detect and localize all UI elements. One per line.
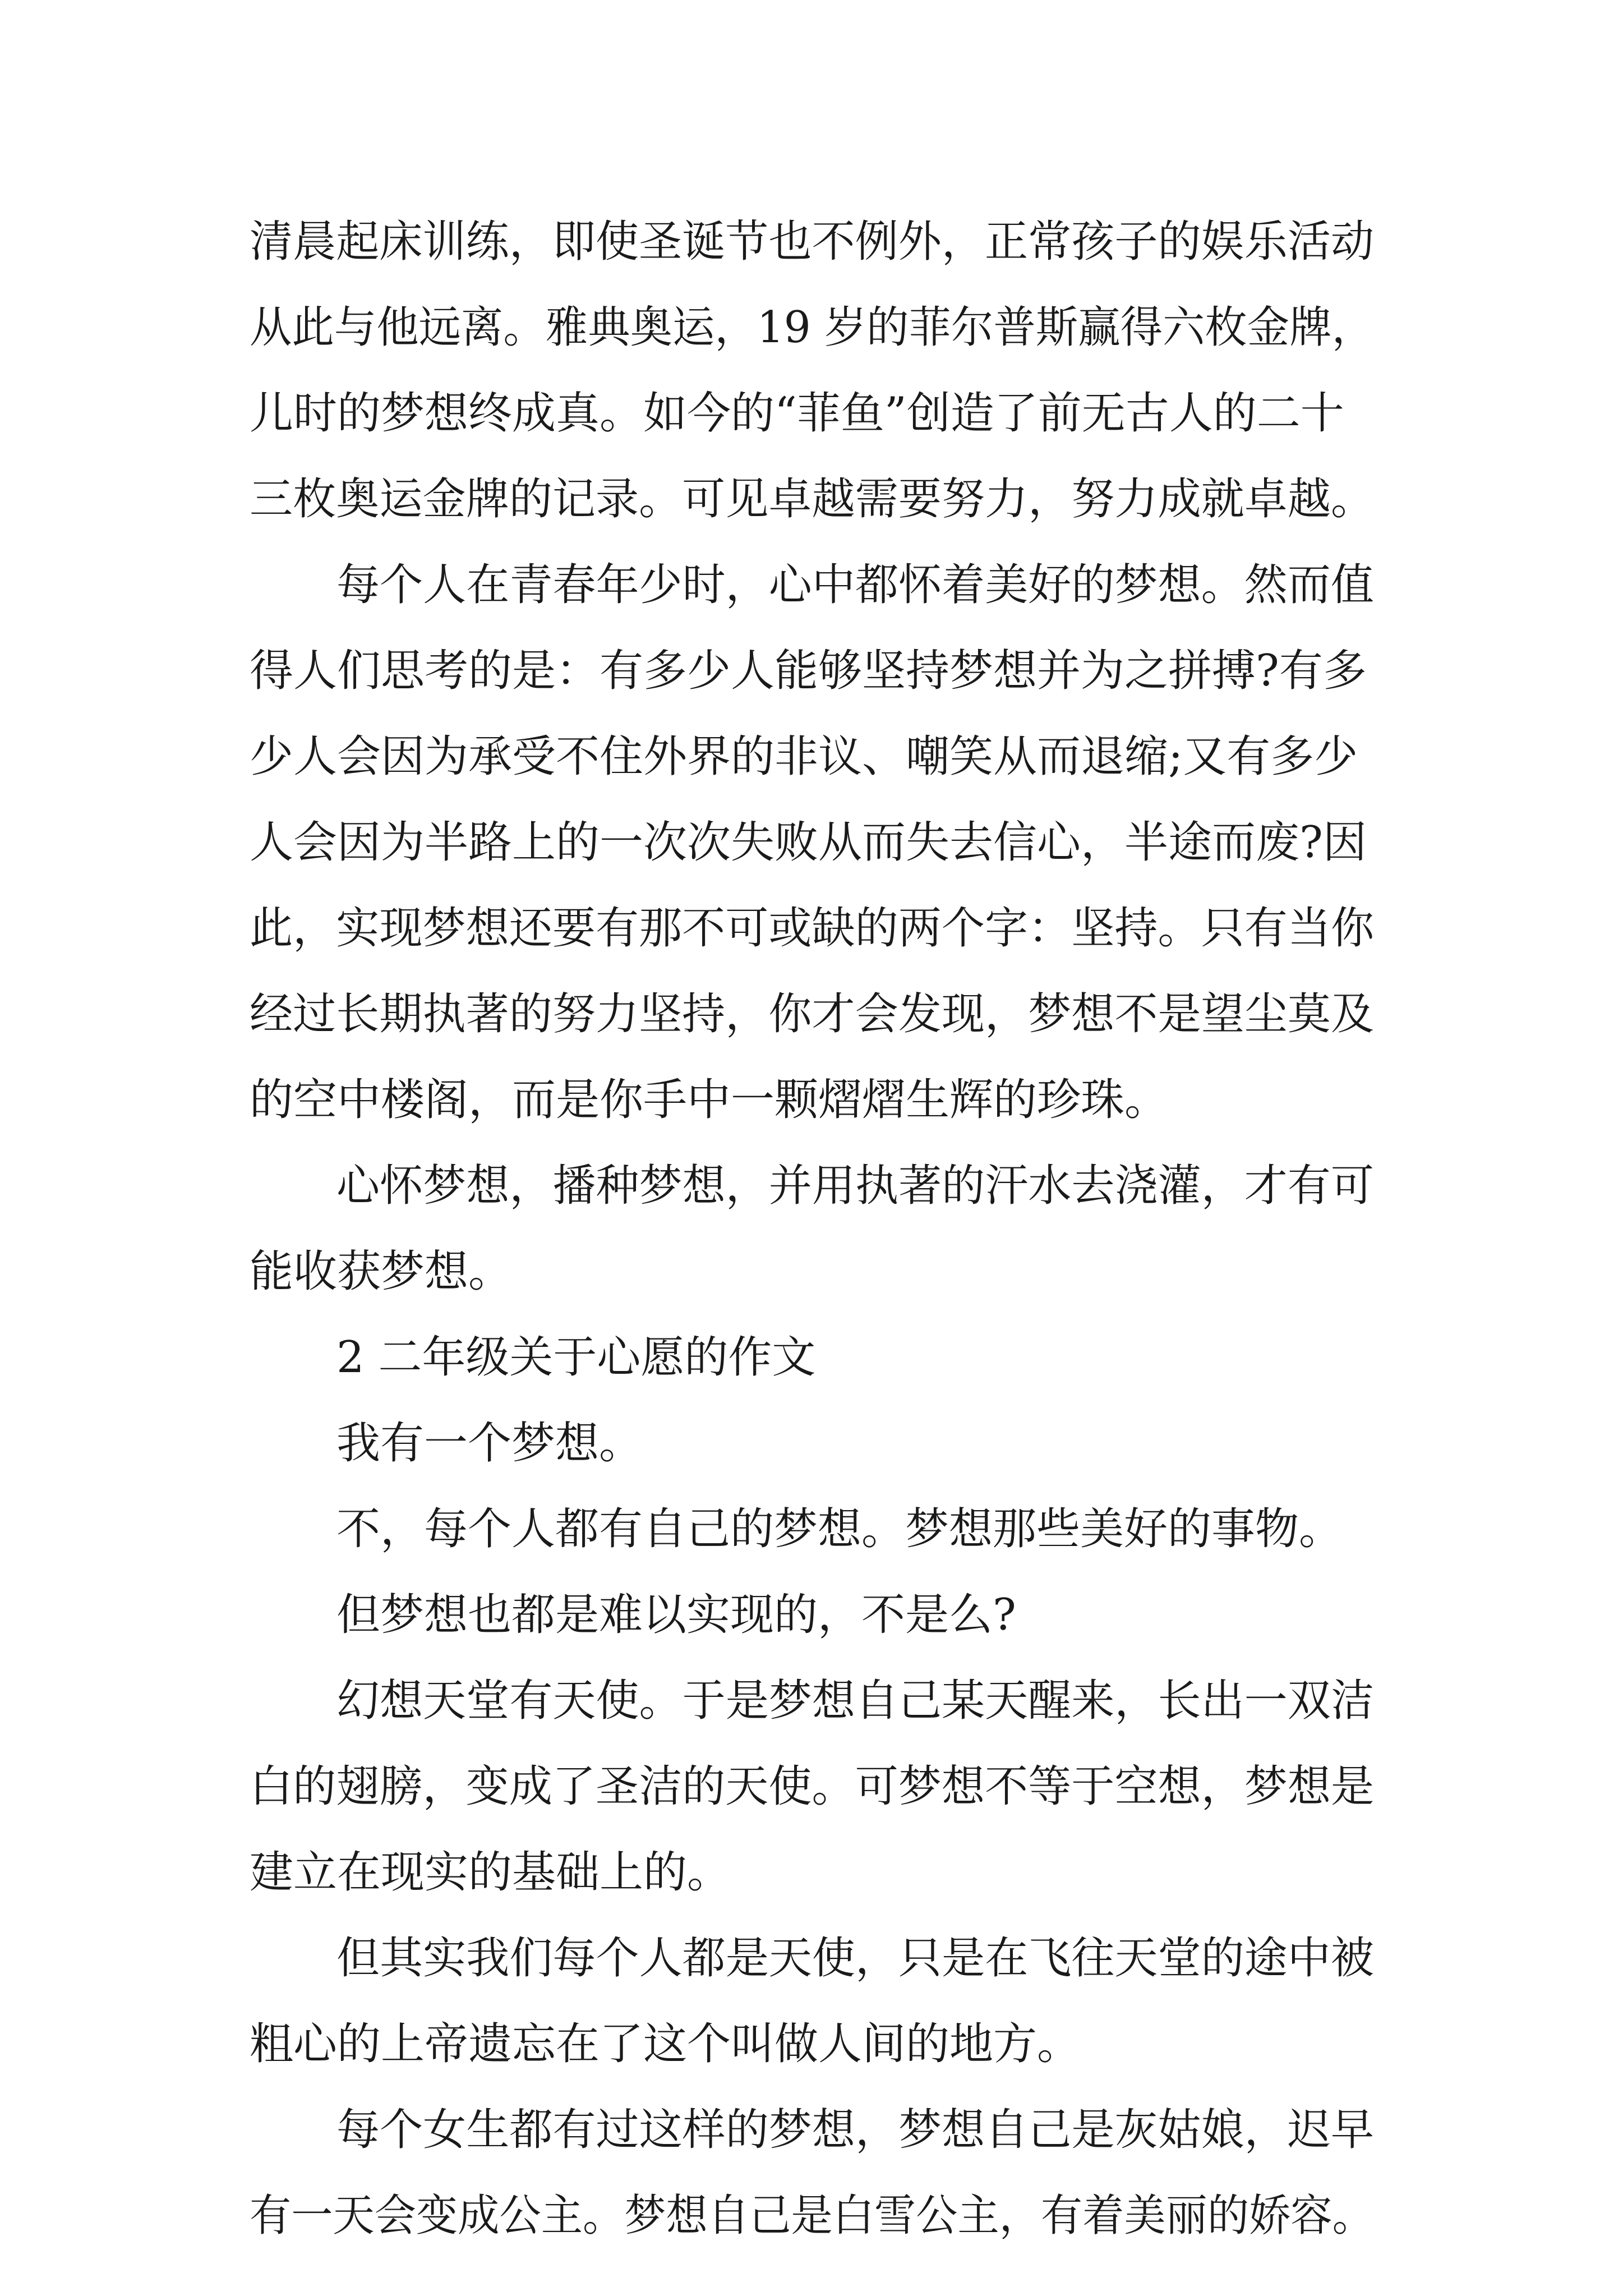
text-line [250,1057,1623,1143]
text-line-content: 不，每个人都有自己的梦想。梦想那些美好的事物。 [336,1504,1343,1554]
text-line [336,1658,1623,1744]
text-line-content: 三枚奥运金牌的记录。可见卓越需要努力，努力成就卓越。 [250,474,1375,524]
text-line [250,457,1623,542]
text-line-content: 但其实我们每个人都是天使，只是在飞往天堂的途中被 [336,1933,1374,1984]
text-line-content: 能收获梦想。 [250,1246,513,1297]
text-line [250,972,1623,1057]
text-line-content: 但梦想也都是难以实现的，不是么? [336,1590,1016,1640]
text-line-content: 我有一个梦想。 [336,1418,643,1469]
text-line-content: 经过长期执著的努力坚持，你才会发现，梦想不是望尘莫及 [250,989,1375,1039]
text-line-content: 每个人在青春年少时，心中都怀着美好的梦想。然而值 [336,560,1374,610]
section-heading [336,1315,1623,1401]
text-line-content: 人会因为半路上的一次次失败从而失去信心，半途而废?因 [250,817,1367,868]
text-line [336,1916,1623,2001]
text-line-content: 此，实现梦想还要有那不可或缺的两个字：坚持。只有当你 [250,903,1375,954]
text-line [336,1572,1623,1658]
text-line [336,542,1623,628]
text-line-content: 清晨起床训练，即使圣诞节也不例外，正常孩子的娱乐活动 [250,217,1375,267]
text-line-content: 建立在现实的基础上的。 [250,1847,731,1898]
text-line [250,1744,1623,1830]
text-line [250,1830,1623,1916]
text-line [250,285,1623,371]
text-line [250,800,1623,886]
text-line-content: 的空中楼阁，而是你手中一颗熠熠生辉的珍珠。 [250,1075,1169,1125]
text-line [250,2173,1623,2259]
text-line-content: 心怀梦想，播种梦想，并用执著的汗水去浇灌，才有可 [336,1161,1374,1211]
text-line-content: 从此与他远离。雅典奥运，19 岁的菲尔普斯赢得六枚金牌， [250,302,1374,353]
text-line-content: 每个女生都有过这样的梦想，梦想自己是灰姑娘，迟早 [336,2105,1374,2155]
text-line [250,628,1623,714]
text-line [336,1143,1623,1229]
text-line [250,886,1623,972]
text-line [336,1487,1623,1572]
text-line-content: 少人会因为承受不住外界的非议、嘲笑从而退缩;又有多少 [250,731,1358,782]
text-line [250,199,1623,285]
text-line [250,2001,1623,2087]
text-line-content: 有一天会变成公主。梦想自己是白雪公主，有着美丽的娇容。 [250,2191,1374,2241]
text-line-content: 粗心的上帝遗忘在了这个叫做人间的地方。 [250,2019,1081,2069]
section-heading-text: 2 二年级关于心愿的作文 [336,1332,816,1383]
text-line [336,1401,1623,1487]
text-line-content: 儿时的梦想终成真。如今的“菲鱼”创造了前无古人的二十 [250,388,1344,439]
text-line [250,714,1623,800]
text-line-content: 幻想天堂有天使。于是梦想自己某天醒来，长出一双洁 [336,1676,1374,1726]
text-line [250,1229,1623,1315]
text-line [250,371,1623,457]
text-line [336,2087,1623,2173]
text-line-content: 白的翅膀，变成了圣洁的天使。可梦想不等于空想，梦想是 [250,1761,1375,1812]
text-line-content: 得人们思考的是：有多少人能够坚持梦想并为之拼搏?有多 [250,646,1367,696]
